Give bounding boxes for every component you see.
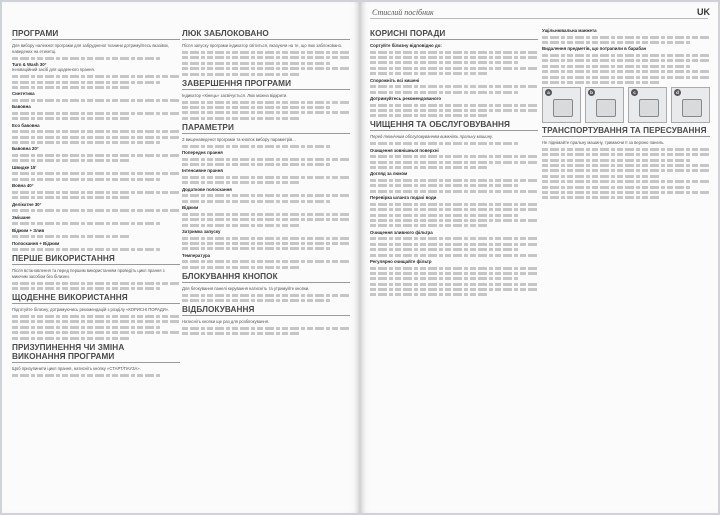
left-page [2, 2, 360, 513]
program-quick: Швидке 15' [12, 164, 37, 170]
program-synthetics: Синтетика [12, 91, 35, 97]
transport-text: Не піднімайте пральну машину, тримаючи її за верхню панель. [542, 139, 665, 145]
section-title-unlock: ВІДБЛОКУВАННЯ [182, 305, 350, 316]
option-temperature: Температура [182, 252, 211, 258]
section-title-parameters: ПАРАМЕТРИ [182, 123, 350, 134]
language-code: UK [697, 7, 710, 17]
illustration-a: a [542, 87, 581, 123]
section-title-door-lock: ЛЮК ЗАБЛОКОВАНО [182, 29, 350, 40]
cleaning-filter: Очищення зливного фільтра [370, 229, 433, 235]
right-page [360, 2, 718, 513]
program-eco-cotton: Eco бавовна [12, 122, 40, 128]
program-cotton-20: Бавовна 20° [12, 146, 39, 152]
document-spread [2, 2, 718, 513]
section-title-first-use: ПЕРШЕ ВИКОРИСТАННЯ [12, 254, 180, 265]
left-col-2 [182, 26, 350, 338]
option-prewash: Попереднє прання [182, 150, 223, 156]
section-title-end: ЗАВЕРШЕННЯ ПРОГРАМИ [182, 79, 350, 90]
right-col-1 [370, 26, 538, 299]
program-turn-wash: Turn & Wash 30° [12, 61, 47, 67]
door-lock-text: Після запуску програми індикатор світиться, вказуючи на те, що люк заблоковано. [182, 43, 343, 48]
programs-intro: Для вибору належної програми для забрудненої тканини дотримуйтесь вказівок, наведених на етикетці. [12, 43, 170, 54]
program-cotton: Бавовна [12, 104, 31, 110]
section-title-tips: КОРИСНІ ПОРАДИ [370, 29, 538, 40]
section-title-child-lock: БЛОКУВАННЯ КНОПОК [182, 272, 350, 283]
removal-title: Видалення предметів, що потрапили в барабан [542, 46, 647, 52]
program-spin: Віджим + Злив [12, 227, 45, 233]
section-title-transport: ТРАНСПОРТУВАННЯ ТА ПЕРЕСУВАННЯ [542, 126, 710, 137]
option-delay-start: Затримка запуску [182, 228, 221, 234]
option-intensive: Інтенсивне прання [182, 168, 223, 174]
program-turn-wash-text: Інноваційний засіб для щоденного прання. [12, 67, 95, 73]
illustration-d: d [671, 87, 710, 123]
section-title-programs: ПРОГРАМИ [12, 29, 180, 40]
cleaning-filter-regular: Регулярно очищайте фільтр [370, 258, 432, 264]
cleaning-intro: Перед технічним обслуговуванням вимкніть пральну машину. [370, 134, 494, 140]
right-col-2 [542, 26, 710, 202]
tips-sort: Сортуйте білизну відповідно до: [370, 43, 442, 48]
params-intro: З вищенаведеної програми та кнопок вибору параметрів... [182, 136, 296, 142]
illustration-c: c [628, 87, 667, 123]
illustration-row [542, 87, 710, 123]
program-mixed: Змішане [12, 214, 31, 220]
first-use-text: Після встановлення та перед першим використанням проведіть цикл прання з миючим засобом без білизни. [12, 268, 165, 279]
tips-pockets: Спорожніть всі кишені [370, 77, 420, 83]
option-extra-rinse: Додаткове полоскання [182, 186, 232, 192]
tips-follow: Дотримуйтесь рекомендованого [370, 95, 442, 101]
cushion-title: Ущільнювальна манжета [542, 28, 597, 33]
cleaning-door: Догляд за люком [370, 171, 408, 177]
left-col-1 [12, 26, 180, 379]
program-wool: Вовна 40° [12, 183, 34, 189]
cleaning-exterior: Очищення зовнішньої поверхні [370, 147, 439, 153]
section-title-pause: ПРИЗУПИНЕННЯ ЧИ ЗМІНА ВИКОНАННЯ ПРОГРАМИ [12, 343, 180, 363]
daily-use-text: Підготуйте білизну, дотримуючись рекомендацій з розділу «КОРИСНІ ПОРАДИ». [12, 307, 170, 313]
program-rinse: Полоскання + Віджим [12, 240, 60, 246]
unlock-text: Натисніть кнопки ще раз для розблокування. [182, 319, 270, 325]
section-title-cleaning: ЧИЩЕННЯ ТА ОБСЛУГОВУВАННЯ [370, 120, 538, 131]
header-title: Стислий посібник [372, 8, 434, 17]
child-lock-text: Для блокування панелі керування натисніть та утримуйте кнопки. [182, 285, 310, 291]
illustration-b: b [585, 87, 624, 123]
program-delicate: Делікатне 30° [12, 201, 42, 207]
cleaning-hose: Перевірка шланга подачі води [370, 195, 437, 201]
section-title-daily-use: ЩОДЕННЕ ВИКОРИСТАННЯ [12, 293, 180, 304]
pause-text: Щоб призупинити цикл прання, натисніть кнопку «СТАРТ/ПАУЗА». [12, 365, 141, 371]
option-spin: Віджим [182, 205, 199, 211]
end-text: Індикатор «Кінець» засвічується. Люк можна відкрити. [182, 92, 288, 98]
